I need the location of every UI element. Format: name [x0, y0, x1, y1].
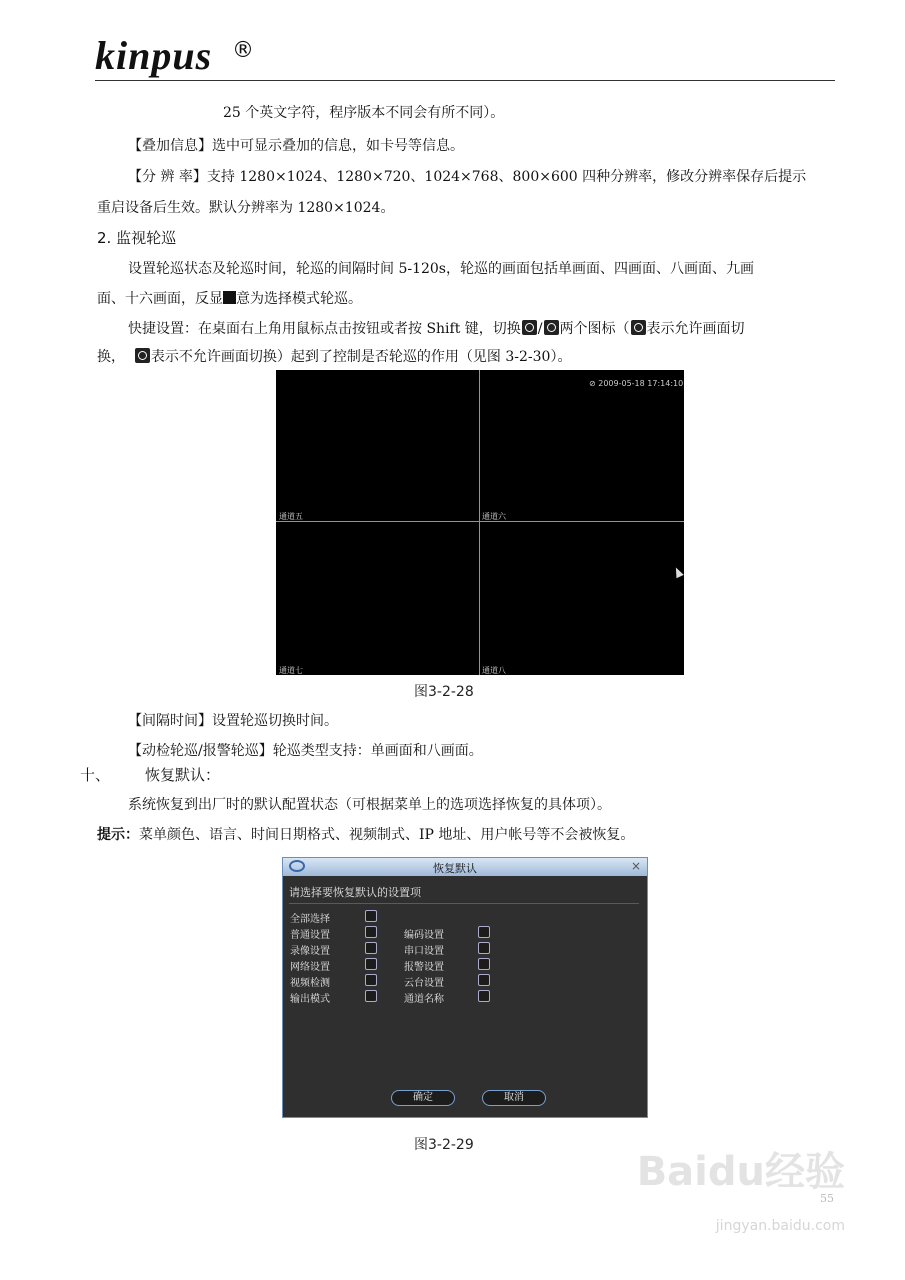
checkbox-all[interactable]: [365, 910, 377, 922]
option-label-output: 输出模式: [290, 994, 330, 1005]
datetime-overlay: ⊘ 2009-05-18 17:14:10: [589, 379, 684, 388]
checkbox-record[interactable]: [365, 942, 377, 954]
tour-disabled-icon: [544, 320, 559, 335]
text-line-2: 【叠加信息】选中可显示叠加的信息，如卡号等信息。: [128, 138, 464, 154]
ok-button[interactable]: 确定: [391, 1090, 455, 1106]
text-line-6: [97, 289, 362, 309]
dialog-title: 恢复默认: [433, 862, 477, 875]
text-line-1: 25 个英文字符，程序版本不同会有所不同）。: [223, 105, 505, 121]
dialog-instruction: 请选择要恢复默认的设置项: [289, 886, 421, 899]
dialog-titlebar: [283, 858, 647, 876]
tip-text: 菜单颜色、语言、时间日期格式、视频制式、IP 地址、用户帐号等不会被恢复。: [139, 827, 635, 843]
text-line-3: 【分 辨 率】支持 1280×1024、1280×720、1024×768、800×600 四种分辨率，修改分辨率保存后提示: [128, 169, 807, 185]
cancel-button[interactable]: 取消: [482, 1090, 546, 1106]
watermark-url: jingyan.baidu.com: [715, 1218, 845, 1234]
channel-label-8: 通道八: [482, 666, 506, 675]
checkbox-output[interactable]: [365, 990, 377, 1002]
text-line-7b: /: [537, 321, 543, 337]
option-label-alarm: 报警设置: [404, 962, 444, 973]
text-line-6b: 意为选择模式轮巡。: [236, 291, 362, 307]
option-label-network: 网络设置: [290, 962, 330, 973]
option-label-record: 录像设置: [290, 946, 330, 957]
text-line-9: 【间隔时间】设置轮巡切换时间。: [128, 713, 338, 729]
text-line-5: 设置轮巡状态及轮巡时间，轮巡的间隔时间 5-120s，轮巡的画面包括单画面、四画面、八画面、九画: [128, 261, 754, 277]
checkbox-motion[interactable]: [365, 974, 377, 986]
inverse-block-icon: [223, 291, 236, 304]
checkbox-network[interactable]: [365, 958, 377, 970]
text-line-11: 系统恢复到出厂时的默认配置状态（可根据菜单上的选项选择恢复的具体项）。: [128, 797, 611, 813]
registered-mark: ®: [232, 38, 254, 63]
option-label-general: 普通设置: [290, 930, 330, 941]
text-line-6a: 面、十六画面，反显: [97, 291, 223, 307]
header-rule: [95, 80, 835, 81]
app-logo-icon: [289, 860, 305, 872]
tour-enabled-icon: [522, 320, 537, 335]
dialog-divider: [289, 903, 639, 904]
section-heading-restore-default: 恢复默认：: [145, 766, 221, 784]
text-line-7: [128, 319, 745, 339]
restore-default-dialog: [282, 857, 648, 1118]
grid-divider-horizontal: [276, 521, 684, 522]
section-heading-number: 十、: [80, 766, 111, 784]
option-label-channel-name: 通道名称: [404, 994, 444, 1005]
text-line-10: 【动检轮巡/报警轮巡】轮巡类型支持：单画面和八画面。: [128, 743, 483, 759]
figure-caption-28: 图3-2-28: [414, 684, 474, 700]
checkbox-serial[interactable]: [478, 942, 490, 954]
text-line-7a: 快捷设置：在桌面右上角用鼠标点击按钮或者按 Shift 键，切换: [128, 321, 521, 337]
text-line-8b: 表示不允许画面切换）起到了控制是否轮巡的作用（见图 3-2-30）。: [150, 349, 572, 365]
option-label-serial: 串口设置: [404, 946, 444, 957]
brand-logo: kinpus: [95, 33, 213, 78]
tour-disabled-icon: [135, 348, 150, 363]
tip-line: [97, 825, 634, 845]
channel-label-6: 通道六: [482, 512, 506, 521]
grid-divider-vertical: [479, 370, 480, 675]
option-label-motion: 视频检测: [290, 978, 330, 989]
text-line-8a: 换，: [97, 349, 125, 365]
tour-enabled-icon: [631, 320, 646, 335]
text-line-4: 重启设备后生效。默认分辨率为 1280×1024。: [97, 200, 395, 216]
channel-label-5: 通道五: [279, 512, 303, 521]
checkbox-ptz[interactable]: [478, 974, 490, 986]
channel-label-7: 通道七: [279, 666, 303, 675]
text-line-8: [97, 347, 571, 367]
text-line-7c: 两个图标（: [559, 321, 630, 337]
option-label-all: 全部选择: [290, 914, 330, 925]
checkbox-channel-name[interactable]: [478, 990, 490, 1002]
section-heading-monitor-tour: 2. 监视轮巡: [97, 229, 177, 247]
checkbox-general[interactable]: [365, 926, 377, 938]
tip-label: 提示：: [97, 827, 139, 843]
figure-caption-29: 图3-2-29: [414, 1137, 474, 1153]
page-number: 55: [820, 1192, 834, 1205]
quad-view-screenshot: [276, 370, 684, 675]
option-label-ptz: 云台设置: [404, 978, 444, 989]
text-line-7d: 表示允许画面切: [646, 321, 745, 337]
watermark-brand: Baidu经验: [636, 1149, 845, 1195]
close-icon[interactable]: ×: [630, 859, 641, 873]
checkbox-alarm[interactable]: [478, 958, 490, 970]
mouse-cursor-icon: [672, 566, 683, 578]
checkbox-encode[interactable]: [478, 926, 490, 938]
option-label-encode: 编码设置: [404, 930, 444, 941]
